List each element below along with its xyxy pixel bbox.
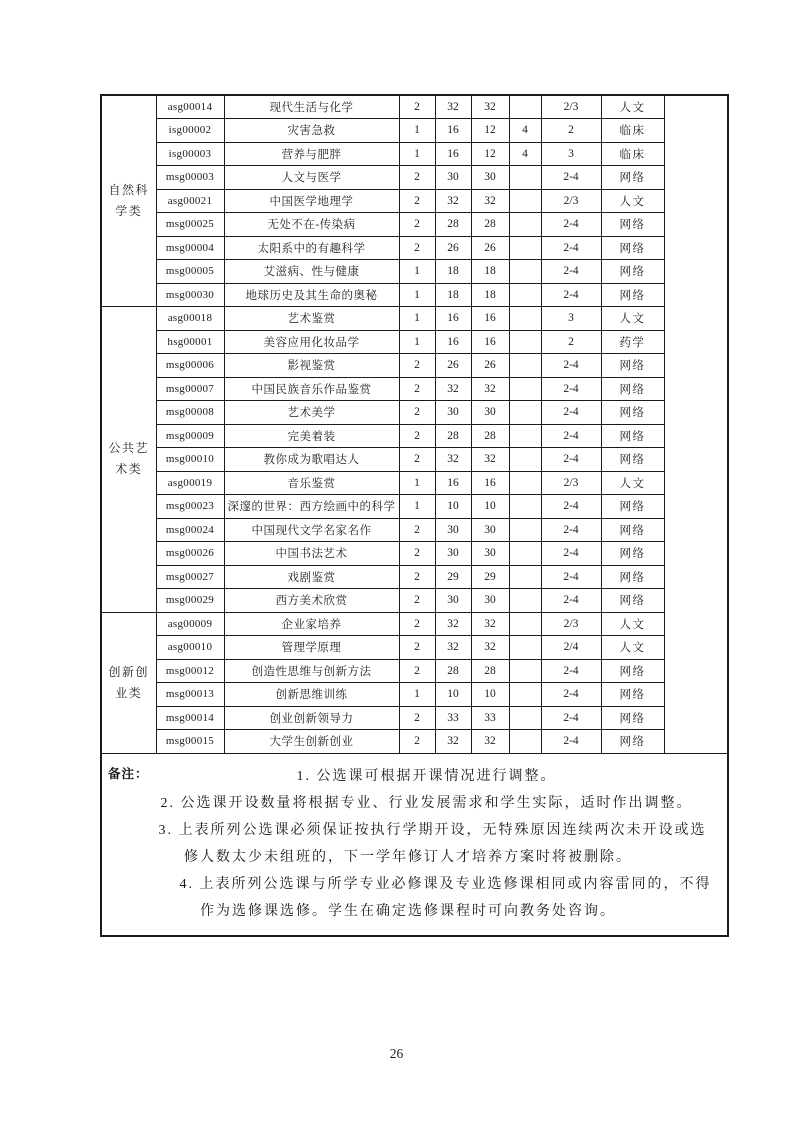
code-cell: msg00029 <box>156 589 224 613</box>
total-cell: 16 <box>435 142 471 166</box>
total-cell: 16 <box>435 471 471 495</box>
semester-cell: 2-4 <box>541 542 601 566</box>
practice-cell <box>509 166 541 190</box>
theory-cell: 12 <box>471 142 509 166</box>
theory-cell: 33 <box>471 706 509 730</box>
semester-cell: 2/3 <box>541 95 601 119</box>
practice-cell <box>509 659 541 683</box>
semester-cell: 2-4 <box>541 518 601 542</box>
semester-cell: 2 <box>541 330 601 354</box>
semester-cell: 2-4 <box>541 354 601 378</box>
total-cell: 28 <box>435 659 471 683</box>
course-row <box>101 401 728 425</box>
practice-cell <box>509 354 541 378</box>
credits-cell: 1 <box>399 683 435 707</box>
credits-cell: 2 <box>399 377 435 401</box>
practice-cell <box>509 401 541 425</box>
blank-column-cell <box>664 95 728 753</box>
category-label: 公共艺术类 <box>108 441 149 477</box>
course-row <box>101 213 728 237</box>
course-row <box>101 236 728 260</box>
name-cell: 中国民族音乐作品鉴赏 <box>224 377 399 401</box>
name-cell: 美容应用化妆品学 <box>224 330 399 354</box>
credits-cell: 1 <box>399 330 435 354</box>
unit-cell: 网络 <box>601 283 664 307</box>
total-cell: 18 <box>435 260 471 284</box>
practice-cell <box>509 330 541 354</box>
total-cell: 26 <box>435 354 471 378</box>
unit-cell: 临床 <box>601 142 664 166</box>
credits-cell: 1 <box>399 471 435 495</box>
total-cell: 18 <box>435 283 471 307</box>
practice-cell <box>509 565 541 589</box>
total-cell: 16 <box>435 119 471 143</box>
name-cell: 影视鉴赏 <box>224 354 399 378</box>
semester-cell: 2/3 <box>541 189 601 213</box>
course-row <box>101 683 728 707</box>
practice-cell <box>509 377 541 401</box>
total-cell: 32 <box>435 612 471 636</box>
name-cell: 西方美术欣赏 <box>224 589 399 613</box>
total-cell: 29 <box>435 565 471 589</box>
total-cell: 32 <box>435 730 471 754</box>
theory-cell: 32 <box>471 189 509 213</box>
course-row <box>101 424 728 448</box>
name-cell: 戏剧鉴赏 <box>224 565 399 589</box>
theory-cell: 30 <box>471 518 509 542</box>
credits-cell: 2 <box>399 213 435 237</box>
code-cell: asg00021 <box>156 189 224 213</box>
code-cell: msg00023 <box>156 495 224 519</box>
total-cell: 30 <box>435 518 471 542</box>
name-cell: 创新思维训练 <box>224 683 399 707</box>
course-row <box>101 636 728 660</box>
code-cell: msg00007 <box>156 377 224 401</box>
code-cell: msg00014 <box>156 706 224 730</box>
category-label: 创新创业类 <box>108 664 149 700</box>
notes-row <box>101 753 728 936</box>
practice-cell: 4 <box>509 119 541 143</box>
theory-cell: 10 <box>471 683 509 707</box>
code-cell: asg00019 <box>156 471 224 495</box>
name-cell: 中国医学地理学 <box>224 189 399 213</box>
code-cell: msg00008 <box>156 401 224 425</box>
course-row <box>101 542 728 566</box>
semester-cell: 2-4 <box>541 448 601 472</box>
theory-cell: 32 <box>471 448 509 472</box>
course-row <box>101 659 728 683</box>
course-row <box>101 495 728 519</box>
course-row <box>101 589 728 613</box>
unit-cell: 网络 <box>601 706 664 730</box>
semester-cell: 2 <box>541 119 601 143</box>
unit-cell: 网络 <box>601 424 664 448</box>
note-item-4: 4. 上表所列公选课与所学专业必修课及专业选修课相同或内容雷同的，不得作为选修课选修。学生在确定选修课程时可向教务处咨询。 <box>179 877 712 920</box>
name-cell: 深邃的世界：西方绘画中的科学 <box>224 495 399 519</box>
unit-cell: 网络 <box>601 589 664 613</box>
practice-cell <box>509 636 541 660</box>
unit-cell: 网络 <box>601 213 664 237</box>
theory-cell: 26 <box>471 354 509 378</box>
unit-cell: 网络 <box>601 377 664 401</box>
total-cell: 32 <box>435 377 471 401</box>
credits-cell: 2 <box>399 95 435 119</box>
semester-cell: 3 <box>541 142 601 166</box>
course-row <box>101 730 728 754</box>
theory-cell: 28 <box>471 213 509 237</box>
practice-cell <box>509 307 541 331</box>
code-cell: asg00009 <box>156 612 224 636</box>
theory-cell: 32 <box>471 730 509 754</box>
unit-cell: 网络 <box>601 659 664 683</box>
theory-cell: 16 <box>471 307 509 331</box>
total-cell: 16 <box>435 330 471 354</box>
course-row <box>101 283 728 307</box>
semester-cell: 2-4 <box>541 236 601 260</box>
code-cell: msg00015 <box>156 730 224 754</box>
practice-cell <box>509 283 541 307</box>
practice-cell <box>509 189 541 213</box>
total-cell: 10 <box>435 495 471 519</box>
total-cell: 10 <box>435 683 471 707</box>
semester-cell: 2-4 <box>541 166 601 190</box>
credits-cell: 1 <box>399 142 435 166</box>
theory-cell: 30 <box>471 166 509 190</box>
practice-cell <box>509 518 541 542</box>
practice-cell <box>509 683 541 707</box>
semester-cell: 2-4 <box>541 377 601 401</box>
semester-cell: 2-4 <box>541 401 601 425</box>
practice-cell <box>509 448 541 472</box>
name-cell: 无处不在-传染病 <box>224 213 399 237</box>
code-cell: msg00010 <box>156 448 224 472</box>
course-row <box>101 307 728 331</box>
unit-cell: 人文 <box>601 612 664 636</box>
code-cell: asg00018 <box>156 307 224 331</box>
practice-cell <box>509 730 541 754</box>
course-row <box>101 142 728 166</box>
credits-cell: 2 <box>399 730 435 754</box>
course-row <box>101 706 728 730</box>
code-cell: msg00030 <box>156 283 224 307</box>
semester-cell: 3 <box>541 307 601 331</box>
name-cell: 艾滋病、性与健康 <box>224 260 399 284</box>
course-row <box>101 565 728 589</box>
total-cell: 32 <box>435 189 471 213</box>
code-cell: isg00003 <box>156 142 224 166</box>
unit-cell: 人文 <box>601 189 664 213</box>
credits-cell: 2 <box>399 636 435 660</box>
unit-cell: 网络 <box>601 542 664 566</box>
credits-cell: 2 <box>399 166 435 190</box>
total-cell: 30 <box>435 542 471 566</box>
unit-cell: 网络 <box>601 401 664 425</box>
name-cell: 管理学原理 <box>224 636 399 660</box>
notes-cell <box>101 753 728 936</box>
semester-cell: 2-4 <box>541 495 601 519</box>
course-row <box>101 166 728 190</box>
credits-cell: 2 <box>399 659 435 683</box>
credits-cell: 2 <box>399 589 435 613</box>
unit-cell: 网络 <box>601 518 664 542</box>
unit-cell: 人文 <box>601 95 664 119</box>
name-cell: 创造性思维与创新方法 <box>224 659 399 683</box>
unit-cell: 网络 <box>601 236 664 260</box>
unit-cell: 网络 <box>601 448 664 472</box>
notes-label: 备注： <box>108 766 149 781</box>
unit-cell: 人文 <box>601 636 664 660</box>
credits-cell: 2 <box>399 706 435 730</box>
code-cell: msg00025 <box>156 213 224 237</box>
theory-cell: 30 <box>471 401 509 425</box>
name-cell: 人文与医学 <box>224 166 399 190</box>
credits-cell: 2 <box>399 401 435 425</box>
practice-cell <box>509 236 541 260</box>
total-cell: 28 <box>435 424 471 448</box>
credits-cell: 1 <box>399 119 435 143</box>
credits-cell: 1 <box>399 260 435 284</box>
name-cell: 企业家培养 <box>224 612 399 636</box>
name-cell: 中国现代文学名家名作 <box>224 518 399 542</box>
practice-cell <box>509 213 541 237</box>
total-cell: 30 <box>435 166 471 190</box>
code-cell: msg00004 <box>156 236 224 260</box>
theory-cell: 18 <box>471 260 509 284</box>
name-cell: 艺术鉴赏 <box>224 307 399 331</box>
name-cell: 现代生活与化学 <box>224 95 399 119</box>
semester-cell: 2-4 <box>541 706 601 730</box>
total-cell: 32 <box>435 95 471 119</box>
unit-cell: 人文 <box>601 307 664 331</box>
total-cell: 28 <box>435 213 471 237</box>
code-cell: isg00002 <box>156 119 224 143</box>
semester-cell: 2-4 <box>541 260 601 284</box>
theory-cell: 30 <box>471 589 509 613</box>
theory-cell: 18 <box>471 283 509 307</box>
credits-cell: 2 <box>399 424 435 448</box>
name-cell: 太阳系中的有趣科学 <box>224 236 399 260</box>
page-number: 26 <box>389 1046 404 1061</box>
semester-cell: 2-4 <box>541 565 601 589</box>
practice-cell <box>509 612 541 636</box>
semester-cell: 2-4 <box>541 213 601 237</box>
semester-cell: 2-4 <box>541 424 601 448</box>
category-cell <box>101 95 156 307</box>
theory-cell: 32 <box>471 95 509 119</box>
name-cell: 完美着装 <box>224 424 399 448</box>
unit-cell: 网络 <box>601 730 664 754</box>
elective-course-table <box>100 94 729 937</box>
credits-cell: 1 <box>399 307 435 331</box>
semester-cell: 2/3 <box>541 612 601 636</box>
code-cell: msg00026 <box>156 542 224 566</box>
practice-cell <box>509 495 541 519</box>
code-cell: msg00013 <box>156 683 224 707</box>
course-row <box>101 612 728 636</box>
name-cell: 中国书法艺术 <box>224 542 399 566</box>
note-item-1: 1. 公选课可根据开课情况进行调整。 <box>296 769 557 785</box>
code-cell: msg00012 <box>156 659 224 683</box>
unit-cell: 临床 <box>601 119 664 143</box>
practice-cell: 4 <box>509 142 541 166</box>
code-cell: asg00014 <box>156 95 224 119</box>
practice-cell <box>509 424 541 448</box>
semester-cell: 2/4 <box>541 636 601 660</box>
unit-cell: 网络 <box>601 166 664 190</box>
semester-cell: 2-4 <box>541 659 601 683</box>
category-label: 自然科学类 <box>108 183 149 218</box>
credits-cell: 2 <box>399 189 435 213</box>
credits-cell: 2 <box>399 542 435 566</box>
unit-cell: 人文 <box>601 471 664 495</box>
theory-cell: 12 <box>471 119 509 143</box>
credits-cell: 2 <box>399 565 435 589</box>
name-cell: 地球历史及其生命的奥秘 <box>224 283 399 307</box>
course-row <box>101 95 728 119</box>
name-cell: 大学生创新创业 <box>224 730 399 754</box>
practice-cell <box>509 706 541 730</box>
credits-cell: 2 <box>399 518 435 542</box>
note-item-3: 3. 上表所列公选课必须保证按执行学期开设，无特殊原因连续两次未开设或选修人数太少未组班的，下一学年修订人才培养方案时将被删除。 <box>158 823 707 866</box>
credits-cell: 1 <box>399 283 435 307</box>
credits-cell: 2 <box>399 354 435 378</box>
practice-cell <box>509 95 541 119</box>
total-cell: 30 <box>435 401 471 425</box>
course-row <box>101 330 728 354</box>
name-cell: 艺术美学 <box>224 401 399 425</box>
theory-cell: 16 <box>471 471 509 495</box>
code-cell: asg00010 <box>156 636 224 660</box>
notes-body <box>101 753 728 936</box>
theory-cell: 29 <box>471 565 509 589</box>
practice-cell <box>509 542 541 566</box>
total-cell: 32 <box>435 636 471 660</box>
course-row <box>101 471 728 495</box>
code-cell: msg00009 <box>156 424 224 448</box>
category-cell <box>101 612 156 753</box>
practice-cell <box>509 471 541 495</box>
practice-cell <box>509 589 541 613</box>
course-rows-body <box>101 95 728 753</box>
unit-cell: 网络 <box>601 565 664 589</box>
course-row <box>101 448 728 472</box>
code-cell: msg00027 <box>156 565 224 589</box>
theory-cell: 32 <box>471 612 509 636</box>
name-cell: 音乐鉴赏 <box>224 471 399 495</box>
name-cell: 教你成为歌唱达人 <box>224 448 399 472</box>
total-cell: 16 <box>435 307 471 331</box>
theory-cell: 28 <box>471 659 509 683</box>
semester-cell: 2-4 <box>541 283 601 307</box>
semester-cell: 2-4 <box>541 683 601 707</box>
unit-cell: 网络 <box>601 354 664 378</box>
code-cell: msg00003 <box>156 166 224 190</box>
code-cell: hsg00001 <box>156 330 224 354</box>
theory-cell: 32 <box>471 377 509 401</box>
theory-cell: 28 <box>471 424 509 448</box>
note-item-2: 2. 公选课开设数量将根据专业、行业发展需求和学生实际，适时作出调整。 <box>160 796 693 812</box>
credits-cell: 1 <box>399 495 435 519</box>
theory-cell: 16 <box>471 330 509 354</box>
semester-cell: 2-4 <box>541 730 601 754</box>
course-row <box>101 377 728 401</box>
unit-cell: 网络 <box>601 260 664 284</box>
total-cell: 30 <box>435 589 471 613</box>
name-cell: 营养与肥胖 <box>224 142 399 166</box>
semester-cell: 2-4 <box>541 589 601 613</box>
course-row <box>101 119 728 143</box>
unit-cell: 网络 <box>601 495 664 519</box>
credits-cell: 2 <box>399 448 435 472</box>
name-cell: 创业创新领导力 <box>224 706 399 730</box>
course-row <box>101 518 728 542</box>
theory-cell: 32 <box>471 636 509 660</box>
unit-cell: 药学 <box>601 330 664 354</box>
code-cell: msg00005 <box>156 260 224 284</box>
theory-cell: 30 <box>471 542 509 566</box>
theory-cell: 10 <box>471 495 509 519</box>
practice-cell <box>509 260 541 284</box>
credits-cell: 2 <box>399 612 435 636</box>
total-cell: 32 <box>435 448 471 472</box>
total-cell: 33 <box>435 706 471 730</box>
course-row <box>101 260 728 284</box>
total-cell: 26 <box>435 236 471 260</box>
code-cell: msg00006 <box>156 354 224 378</box>
course-row <box>101 189 728 213</box>
code-cell: msg00024 <box>156 518 224 542</box>
theory-cell: 26 <box>471 236 509 260</box>
name-cell: 灾害急救 <box>224 119 399 143</box>
semester-cell: 2/3 <box>541 471 601 495</box>
course-row <box>101 354 728 378</box>
category-cell <box>101 307 156 613</box>
credits-cell: 2 <box>399 236 435 260</box>
unit-cell: 网络 <box>601 683 664 707</box>
